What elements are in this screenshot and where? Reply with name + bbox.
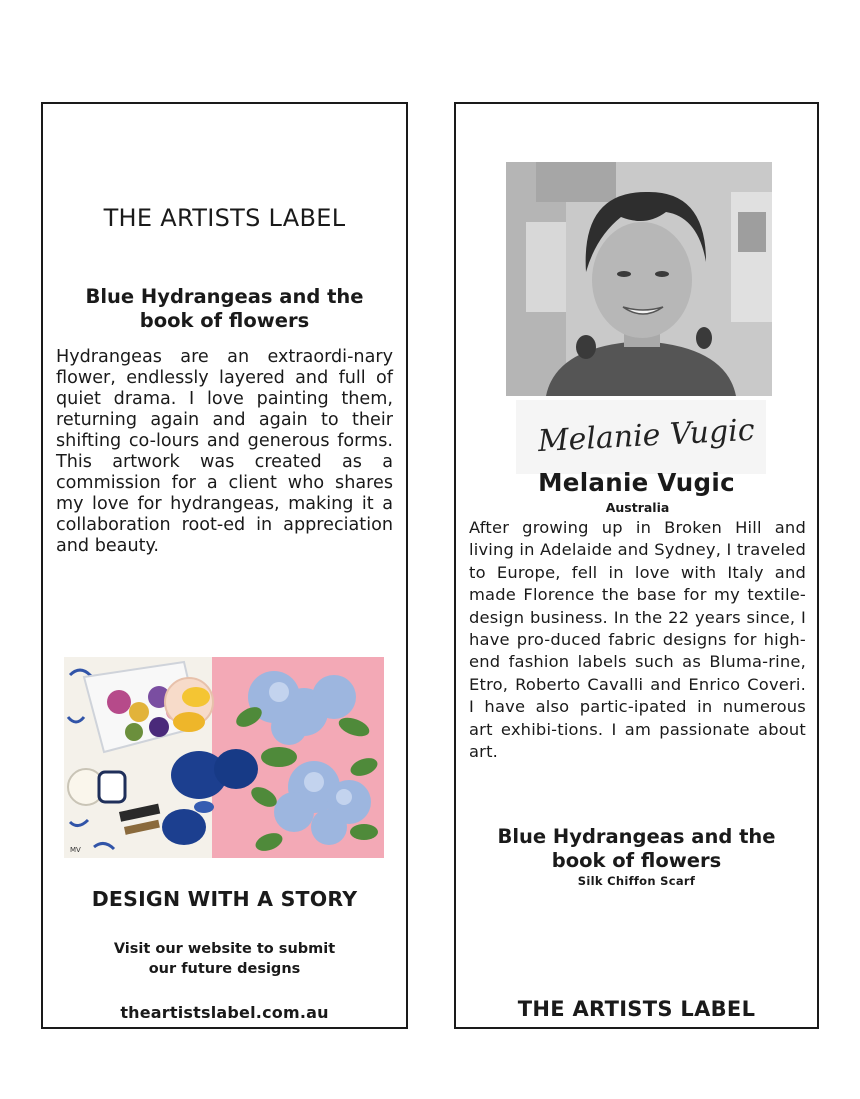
brand-title: THE ARTISTS LABEL xyxy=(103,204,346,232)
artwork-title xyxy=(53,285,396,333)
signature-script: Melanie Vugic xyxy=(537,412,756,460)
artist-signature-image xyxy=(516,400,766,474)
artwork-initials: MV xyxy=(70,846,81,854)
artwork-title xyxy=(466,825,807,873)
website-link[interactable]: theartistslabel.com.au xyxy=(120,1003,329,1022)
tagline: DESIGN WITH A STORY xyxy=(91,887,358,911)
artist-bio-text: After growing up in Broken Hill and living in Adelaide and Sydney, I traveled to Europe, fell in love with Italy and made Florence the base for my textile-design business. In the 22 years since, I have pro-duced fabric designs for high-end fashion labels such as Bluma-rine, Etro, Roberto Cavalli and Enrico Coveri. I have also partic-ipated in numerous art exhibi-tions. I am passionate about art. xyxy=(469,518,806,762)
artist-bio-card xyxy=(454,102,819,1029)
artist-name: Melanie Vugic xyxy=(538,468,735,497)
call-to-action xyxy=(43,939,406,979)
artist-portrait-image xyxy=(506,162,772,396)
artwork-painting-image xyxy=(64,657,384,858)
artwork-story-card xyxy=(41,102,408,1029)
product-type: Silk Chiffon Scarf xyxy=(577,874,696,888)
cta-line2: our future designs xyxy=(148,961,301,977)
artist-country: Australia xyxy=(605,500,670,515)
brand-footer: THE ARTISTS LABEL xyxy=(517,997,756,1021)
artwork-title-line2: book of flowers xyxy=(551,849,722,872)
artwork-title-line1: Blue Hydrangeas and the xyxy=(497,825,776,848)
artwork-story-text: Hydrangeas are an extraordi-nary flower, endlessly layered and full of quiet drama. I love painting them, returning again and again to their shifting co-lours and generous forms. This artwork was created as a commission for a client who shares my love for hydrangeas, making it a collaboration root-ed in appreciation and beauty. xyxy=(56,347,393,556)
artwork-title-line2: book of flowers xyxy=(139,309,310,332)
cta-line1: Visit our website to submit xyxy=(113,941,336,957)
artwork-title-line1: Blue Hydrangeas and the xyxy=(85,285,364,308)
